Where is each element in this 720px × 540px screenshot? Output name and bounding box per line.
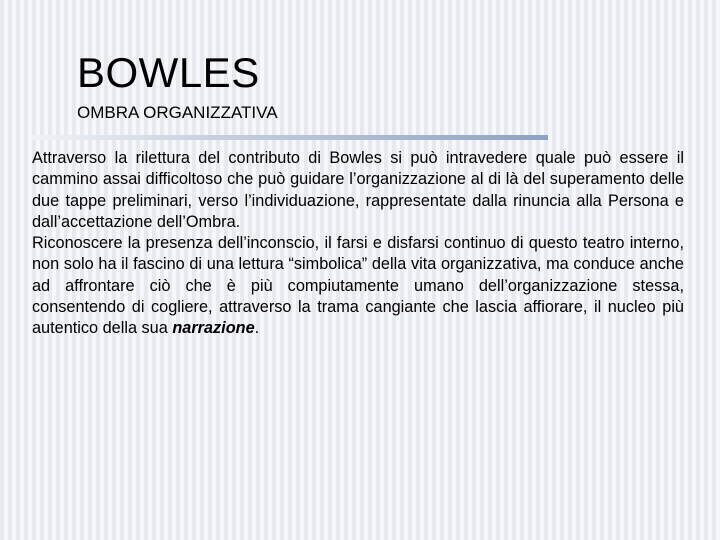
- slide-title: BOWLES: [77, 49, 260, 96]
- body-paragraph-2: [32, 233, 684, 339]
- title-divider: [32, 135, 548, 140]
- slide-body: [32, 148, 684, 340]
- body-paragraph-2-end: .: [254, 319, 260, 338]
- body-paragraph-2-text: Riconoscere la presenza dell’inconscio, il farsi e disfarsi continuo di questo teatro interno, non solo ha il fascino di una lettura “simbolica” della vita organizzativa, ma conduce anche ad affrontare ciò che è più compiutamente umano dell’organizzazione stessa, consentendo di cogliere, attraverso la trama cangiante che lascia affiorare, il nucleo più autentico della sua: [32, 234, 684, 338]
- slide-subtitle: OMBRA ORGANIZZATIVA: [77, 103, 278, 122]
- emphasized-word: narrazione: [172, 319, 255, 338]
- body-paragraph-1: Attraverso la rilettura del contributo di Bowles si può intravedere quale può essere il cammino assai difficoltoso che può guidare l’organizzazione al di là del superamento delle due tappe preliminari, verso l’individuazione, rappresentate dalla rinuncia alla Persona e dall’accettazione dell’Ombra.: [32, 149, 684, 231]
